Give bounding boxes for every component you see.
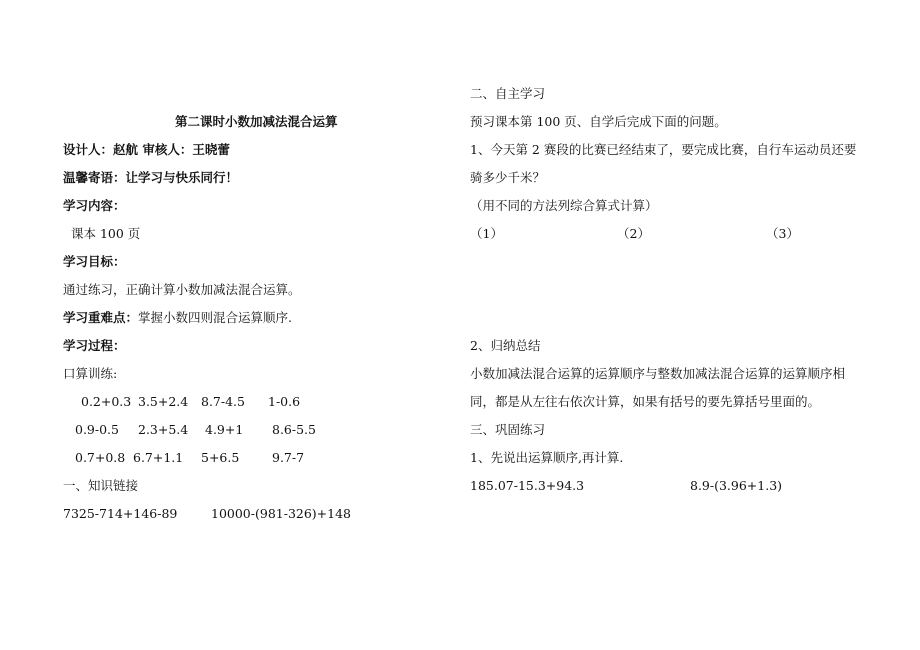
oral-expr: 4.9+1 (205, 422, 244, 437)
link-expr-2: 10000-(981-326)+148 (211, 506, 352, 521)
summary-line2: 同，都是从左往右依次计算，如果有括号的要先算括号里面的。 (470, 394, 821, 409)
content-heading: 学习内容： (63, 198, 126, 213)
goal-heading: 学习目标： (63, 254, 126, 269)
oral-expr: 1-0.6 (268, 394, 301, 409)
practice-expr-1: 185.07-15.3+94.3 (470, 478, 585, 493)
section2-heading: 二、自主学习 (470, 86, 546, 101)
goal-text: 通过练习，正确计算小数加减法混合运算。 (63, 282, 301, 297)
oral-expr: 3.5+2.4 (138, 394, 189, 409)
practice-instruction: 1、先说出运算顺序,再计算. (470, 450, 624, 465)
question1-part-2: （2） (617, 226, 650, 241)
oral-expr: 9.7-7 (272, 450, 305, 465)
link-expr-1: 7325-714+146-89 (63, 506, 178, 521)
oral-expr: 2.3+5.4 (138, 422, 189, 437)
question1-note: （用不同的方法列综合算式计算） (470, 198, 658, 213)
key-point-label: 学习重难点： (63, 310, 139, 325)
question1-line1: 1、今天第 2 赛段的比赛已经结束了，要完成比赛，自行车运动员还要 (470, 142, 857, 157)
designer-line: 设计人：赵航 审核人：王晓蕾 (63, 142, 230, 157)
lesson-title: 第二课时小数加减法混合运算 (175, 114, 338, 129)
summary-heading: 2、归纳总结 (470, 338, 541, 353)
oral-expr: 0.9-0.5 (75, 422, 119, 437)
content-text: 课本 100 页 (71, 226, 141, 241)
summary-line1: 小数加减法混合运算的运算顺序与整数加减法混合运算的运算顺序相 (470, 366, 846, 381)
oral-expr: 6.7+1.1 (133, 450, 184, 465)
key-point-line (63, 310, 292, 326)
section1-heading: 一、知识链接 (63, 478, 139, 493)
motto: 温馨寄语：让学习与快乐同行！ (63, 170, 239, 185)
oral-expr: 0.7+0.8 (75, 450, 126, 465)
question1-part-3: （3） (766, 226, 799, 241)
preview-text: 预习课本第 100 页、自学后完成下面的问题。 (470, 114, 727, 129)
practice-expr-2: 8.9-(3.96+1.3) (690, 478, 783, 493)
key-point-text: 掌握小数四则混合运算顺序. (138, 310, 292, 325)
question1-line2: 骑多少千米？ (470, 170, 546, 185)
oral-expr: 8.6-5.5 (272, 422, 316, 437)
oral-expr: 5+6.5 (201, 450, 240, 465)
oral-expr: 0.2+0.3 (81, 394, 132, 409)
oral-heading: 口算训练: (63, 366, 118, 381)
process-heading: 学习过程： (63, 338, 126, 353)
oral-expr: 8.7-4.5 (201, 394, 245, 409)
question1-part-1: （1） (470, 226, 503, 241)
section3-heading: 三、巩固练习 (470, 422, 546, 437)
